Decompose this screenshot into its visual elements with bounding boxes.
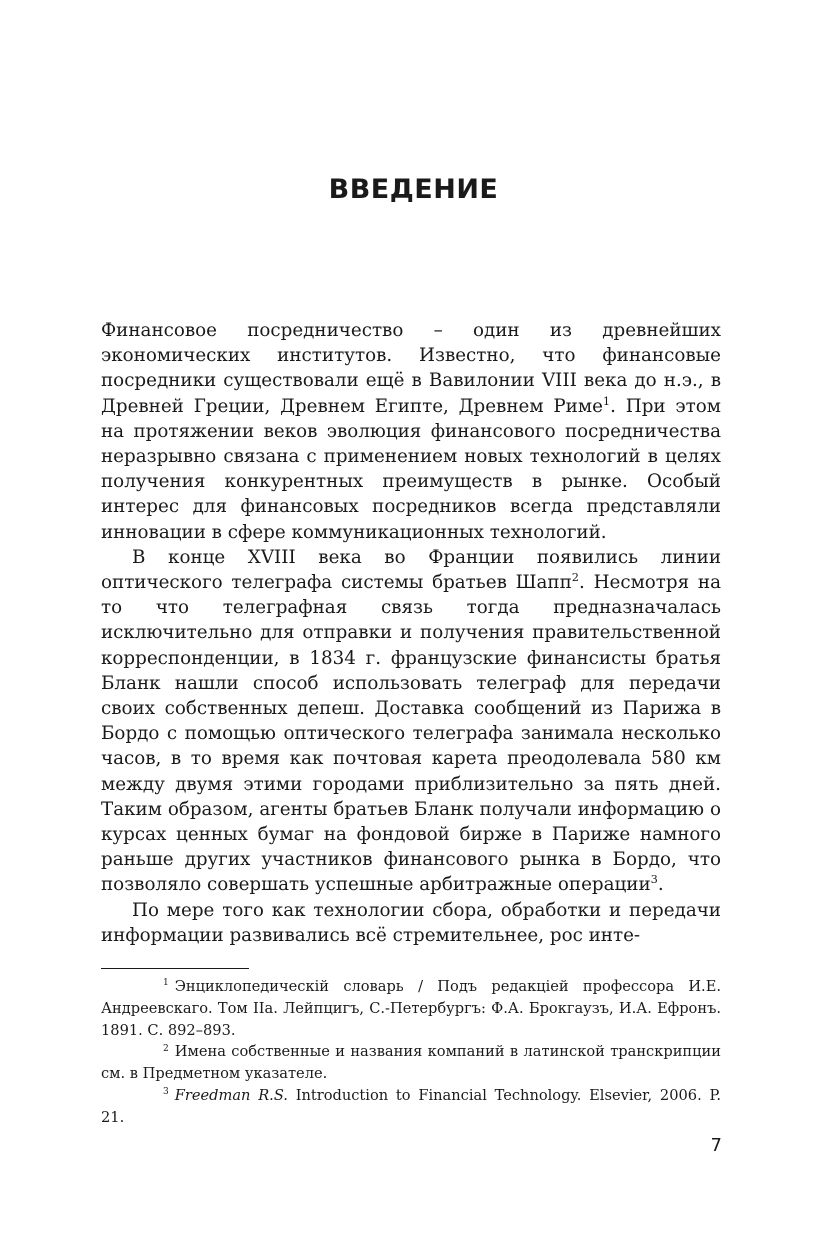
footnote-2-text: Имена собственные и названия компаний в латинской транскрипции см. в Предметном указателе.	[101, 1043, 721, 1083]
footnote-1-text: Энциклопедическій словарь / Подъ редакціей профессора И.Е. Андреевскаго. Том IIа. Лейпцигъ, С.-Петербургъ: Ф.А. Брокгаузъ, И.А. Ефронъ. 1891. С. 892–893.	[101, 978, 721, 1039]
footnote-3-text: Introduction to Financial Technology. Elsevier, 2006. P. 21.	[101, 1086, 721, 1126]
footnote-ref-1: 1	[602, 393, 611, 408]
footnote-ref-2: 2	[571, 569, 579, 584]
paragraph-2-text-c: .	[657, 874, 664, 896]
footnote-1: $^1$ Энциклопедическій словарь / Подъ редакціей профессора И.Е. Андреевскаго. Том IIа. Лейпцигъ, С.-Петербургъ: Ф.А. Брокгаузъ, И.А. Ефронъ. 1891. С. 892–893.	[101, 978, 721, 1039]
footnote-separator	[101, 968, 249, 969]
footnote-2: $^2$ Имена собственные и названия компаний в латинской транскрипции см. в Предметном указателе.	[101, 1043, 721, 1083]
paragraph-2	[101, 545, 721, 898]
page-number: 7	[710, 1135, 722, 1156]
paragraph-1	[101, 318, 721, 545]
footnotes	[101, 976, 721, 1129]
chapter-title: ВВЕДЕНИЕ	[328, 174, 499, 205]
paragraph-1-text-a: Финансовое посредничество – один из древнейших экономических институтов. Известно, что финансовые посредники существовали ещё в Вавилонии VIII века до н.э., в Древней Греции, Древнем Египте, Древнем Риме	[101, 320, 721, 417]
main-text	[101, 318, 721, 948]
paragraph-3: По мере того как технологии сбора, обработки и передачи информации развивались всё стремительнее, рос инте-	[101, 899, 721, 946]
footnote-3: $^3$ Freedman R.S. Introduction to Financial Technology. Elsevier, 2006. P. 21.	[101, 1086, 721, 1126]
footnote-3-author: Freedman R.S.	[174, 1086, 288, 1104]
paragraph-2-text-b: . Несмотря на то что телеграфная связь тогда предназначалась исключительно для отправки и получения правительственной корреспонденции, в 1834 г. французские финансисты братья Бланк нашли способ использовать телеграф для передачи своих собственных депеш. Доставка сообщений из Парижа в Бордо с помощью оптического телеграфа занимала несколько часов, в то время как почтовая карета преодолевала 580 км между двумя этими городами приблизительно за пять дней. Таким образом, агенты братьев Бланк получали информацию о курсах ценных бумаг на фондовой бирже в Париже намного раньше других участников финансового рынка в Бордо, что позволяло совершать успешные арбитражные операции	[101, 572, 721, 896]
paragraph-1-text-b: . При этом на протяжении веков эволюция финансового посредничества неразрывно связана с применением новых технологий в целях получения конкурентных преимуществ в рынке. Особый интерес для финансовых посредников всегда представляли инновации в сфере коммуникационных технологий.	[101, 395, 721, 543]
footnote-ref-3: 3	[650, 872, 658, 887]
paragraph-2-text-a: В конце XVIII века во Франции появились линии оптического телеграфа системы братьев Шапп	[101, 546, 721, 594]
